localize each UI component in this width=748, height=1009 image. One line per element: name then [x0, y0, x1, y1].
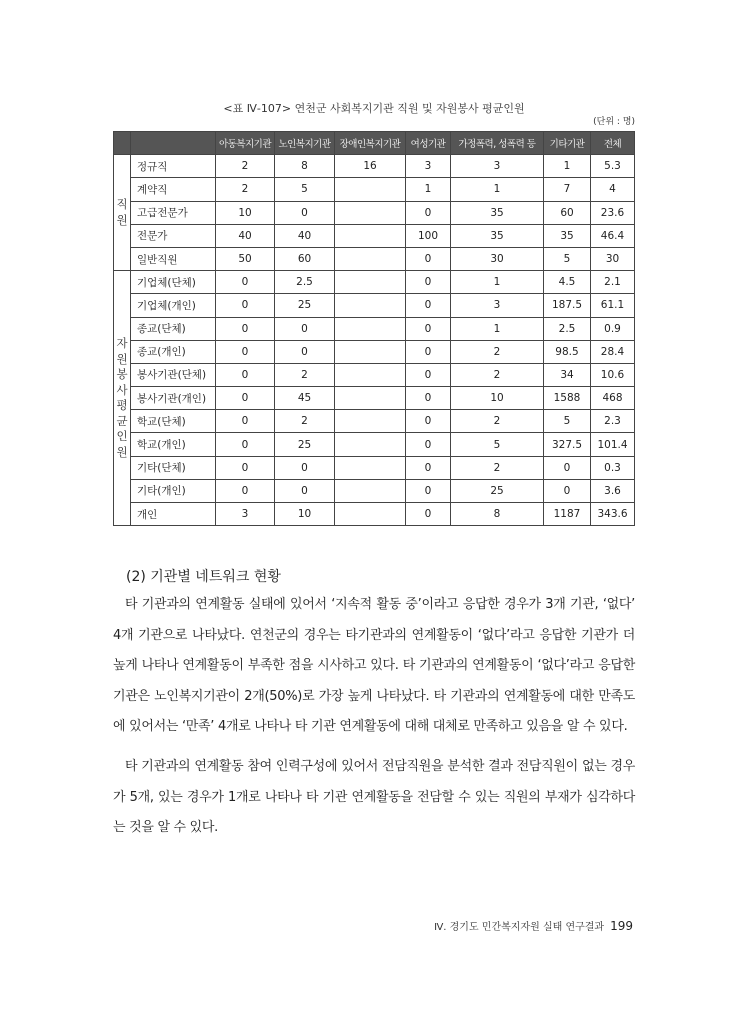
table-cell: 0: [406, 294, 451, 317]
table-row: [114, 340, 635, 363]
row-group-label: 직 원: [114, 155, 131, 271]
table-cell: 60: [275, 247, 335, 270]
table-cell: [335, 294, 406, 317]
table-row: [114, 317, 635, 340]
table-cell: 5.3: [591, 155, 635, 178]
table-cell: 2: [451, 456, 544, 479]
table-cell: 0: [216, 294, 275, 317]
table-cell: 45: [275, 387, 335, 410]
table-cell: 0: [275, 201, 335, 224]
table-cell: 0.9: [591, 317, 635, 340]
header-cell: 가정폭력, 성폭력 등: [451, 132, 544, 155]
table-row: [114, 479, 635, 502]
table-row: [114, 456, 635, 479]
row-label: 전문가: [131, 224, 216, 247]
table-cell: 0: [406, 479, 451, 502]
table-cell: 0: [216, 410, 275, 433]
table-cell: 0: [406, 317, 451, 340]
table-cell: 0: [275, 340, 335, 363]
header-cell: 여성기관: [406, 132, 451, 155]
table-cell: 25: [275, 433, 335, 456]
table-cell: 4: [591, 178, 635, 201]
table-row: [114, 224, 635, 247]
table-cell: 34: [544, 363, 591, 386]
table-cell: 0: [275, 479, 335, 502]
table-cell: 0: [216, 363, 275, 386]
table-cell: [335, 479, 406, 502]
table-cell: 0: [406, 201, 451, 224]
table-cell: 3: [406, 155, 451, 178]
paragraph-text: 타 기관과의 연계활동 참여 인력구성에 있어서 전담직원을 분석한 결과 전담직원이 없는 경우가 5개, 있는 경우가 1개로 나타나 타 기관 연계활동을 전담할 수 있는 직원의 부재가 심각하다는 것을 알 수 있다.: [113, 759, 635, 836]
table-cell: [335, 271, 406, 294]
table-cell: 5: [275, 178, 335, 201]
table-cell: 28.4: [591, 340, 635, 363]
table-cell: 2.3: [591, 410, 635, 433]
table-row: [114, 178, 635, 201]
table-cell: 40: [216, 224, 275, 247]
table-cell: 0: [406, 340, 451, 363]
table-row: [114, 503, 635, 526]
table-cell: 7: [544, 178, 591, 201]
table-cell: 10: [275, 503, 335, 526]
table-cell: 0: [406, 433, 451, 456]
row-label: 봉사기관(단체): [131, 363, 216, 386]
table-cell: 46.4: [591, 224, 635, 247]
table-row: [114, 294, 635, 317]
header-cell: 아동복지기관: [216, 132, 275, 155]
row-label: 학교(단체): [131, 410, 216, 433]
table-cell: 3: [451, 155, 544, 178]
page-footer: [434, 918, 633, 933]
table-cell: 0: [406, 410, 451, 433]
table-cell: [335, 317, 406, 340]
paragraph: [113, 752, 635, 844]
table-cell: 0: [406, 456, 451, 479]
table-cell: [335, 456, 406, 479]
table-cell: 25: [275, 294, 335, 317]
row-label: 기업체(개인): [131, 294, 216, 317]
table-row: [114, 271, 635, 294]
table-cell: 0: [216, 271, 275, 294]
table-cell: 1: [406, 178, 451, 201]
table-cell: 0: [544, 479, 591, 502]
header-cell: 전체: [591, 132, 635, 155]
row-label: 일반직원: [131, 247, 216, 270]
table-caption: <표 Ⅳ-107> 연천군 사회복지기관 직원 및 자원봉사 평균인원: [223, 102, 525, 115]
row-label: 기타(단체): [131, 456, 216, 479]
row-label: 정규직: [131, 155, 216, 178]
table-cell: 1588: [544, 387, 591, 410]
table-cell: 98.5: [544, 340, 591, 363]
table-cell: 5: [544, 410, 591, 433]
paragraph-text: 타 기관과의 연계활동 실태에 있어서 ‘지속적 활동 중’이라고 응답한 경우가 3개 기관, ‘없다’ 4개 기관으로 나타났다. 연천군의 경우는 타기관과의 연계활동이 ‘없다’라고 응답한 기관가 더 높게 나타나 연계활동이 부족한 점을 시사하고 있다. 타 기관과의 연계활동이 ‘없다’라고 응답한 기관은 노인복지기관이 2개(50%)로 가장 높게 나타났다. 타 기관과의 연계활동에 대한 만족도에 있어서는 ‘만족’ 4개로 나타나 타 기관 연계활동에 대해 대체로 만족하고 있음을 알 수 있다.: [113, 597, 635, 735]
table-cell: 3.6: [591, 479, 635, 502]
table-cell: 1: [451, 317, 544, 340]
table-cell: 468: [591, 387, 635, 410]
table-cell: 1: [544, 155, 591, 178]
table-cell: 3: [451, 294, 544, 317]
table-cell: 0: [406, 387, 451, 410]
table-cell: 100: [406, 224, 451, 247]
header-blank: [131, 132, 216, 155]
table-cell: [335, 410, 406, 433]
table-cell: 0: [216, 387, 275, 410]
table-cell: 0: [406, 363, 451, 386]
table-cell: 0: [216, 433, 275, 456]
table-cell: 61.1: [591, 294, 635, 317]
table-cell: 10: [451, 387, 544, 410]
table-cell: 16: [335, 155, 406, 178]
table-cell: 101.4: [591, 433, 635, 456]
table-cell: 187.5: [544, 294, 591, 317]
table-cell: [335, 340, 406, 363]
table-cell: 0: [275, 317, 335, 340]
paragraph: [113, 590, 635, 743]
table-cell: 3: [216, 503, 275, 526]
row-label: 종교(개인): [131, 340, 216, 363]
staff-volunteer-table: [113, 131, 635, 526]
table-cell: [335, 433, 406, 456]
table-cell: 60: [544, 201, 591, 224]
table-cell: 40: [275, 224, 335, 247]
table-cell: 5: [544, 247, 591, 270]
table-row: [114, 363, 635, 386]
table-cell: 0: [406, 503, 451, 526]
table-row: [114, 387, 635, 410]
table-cell: 0: [275, 456, 335, 479]
table-cell: 30: [591, 247, 635, 270]
table-cell: 35: [544, 224, 591, 247]
row-label: 계약직: [131, 178, 216, 201]
table-cell: 10.6: [591, 363, 635, 386]
table-cell: 8: [451, 503, 544, 526]
table-row: [114, 410, 635, 433]
table-cell: 0.3: [591, 456, 635, 479]
page-number: 199: [610, 919, 633, 933]
header-cell: 장애인복지기관: [335, 132, 406, 155]
table-cell: 25: [451, 479, 544, 502]
table-cell: [335, 363, 406, 386]
table-cell: 2: [451, 410, 544, 433]
table-cell: 23.6: [591, 201, 635, 224]
row-label: 봉사기관(개인): [131, 387, 216, 410]
row-label: 개인: [131, 503, 216, 526]
table-cell: 327.5: [544, 433, 591, 456]
table-row: [114, 155, 635, 178]
row-label: 고급전문가: [131, 201, 216, 224]
row-label: 기업체(단체): [131, 271, 216, 294]
table-cell: [335, 247, 406, 270]
table-cell: 2: [451, 363, 544, 386]
table-body: [114, 155, 635, 526]
table-cell: [335, 503, 406, 526]
table-cell: 10: [216, 201, 275, 224]
row-label: 기타(개인): [131, 479, 216, 502]
table-cell: 0: [216, 340, 275, 363]
table-cell: 2: [275, 363, 335, 386]
table-unit: (단위 : 명): [593, 117, 635, 127]
table-row: [114, 247, 635, 270]
table-cell: 2: [451, 340, 544, 363]
table-cell: 2: [216, 155, 275, 178]
row-label: 학교(개인): [131, 433, 216, 456]
table-cell: [335, 387, 406, 410]
table-cell: 2.5: [544, 317, 591, 340]
table-cell: 4.5: [544, 271, 591, 294]
footer-chapter: Ⅳ. 경기도 민간복지자원 실태 연구결과: [434, 922, 605, 933]
header-cell: 기타기관: [544, 132, 591, 155]
table-cell: 0: [544, 456, 591, 479]
table-cell: 30: [451, 247, 544, 270]
table-cell: 0: [216, 317, 275, 340]
table-cell: 2: [216, 178, 275, 201]
table-cell: [335, 201, 406, 224]
table-row: [114, 201, 635, 224]
table-cell: 0: [216, 479, 275, 502]
table-cell: 1: [451, 271, 544, 294]
table-cell: 50: [216, 247, 275, 270]
section-title: (2) 기관별 네트워크 현황: [126, 569, 281, 585]
table-cell: [335, 178, 406, 201]
table-cell: 35: [451, 201, 544, 224]
table-cell: 1: [451, 178, 544, 201]
row-label: 종교(단체): [131, 317, 216, 340]
table-header-row: [114, 132, 635, 155]
table-cell: 35: [451, 224, 544, 247]
table-cell: 8: [275, 155, 335, 178]
table-cell: 2: [275, 410, 335, 433]
header-blank: [114, 132, 131, 155]
table-cell: 0: [216, 456, 275, 479]
table-cell: 1187: [544, 503, 591, 526]
row-group-label: 자 원 봉 사 평 균 인 원: [114, 271, 131, 526]
table-cell: 2.1: [591, 271, 635, 294]
table-cell: 0: [406, 271, 451, 294]
table-cell: 0: [406, 247, 451, 270]
table-cell: 5: [451, 433, 544, 456]
table-row: [114, 433, 635, 456]
table-cell: 343.6: [591, 503, 635, 526]
header-cell: 노인복지기관: [275, 132, 335, 155]
table-cell: [335, 224, 406, 247]
table-cell: 2.5: [275, 271, 335, 294]
